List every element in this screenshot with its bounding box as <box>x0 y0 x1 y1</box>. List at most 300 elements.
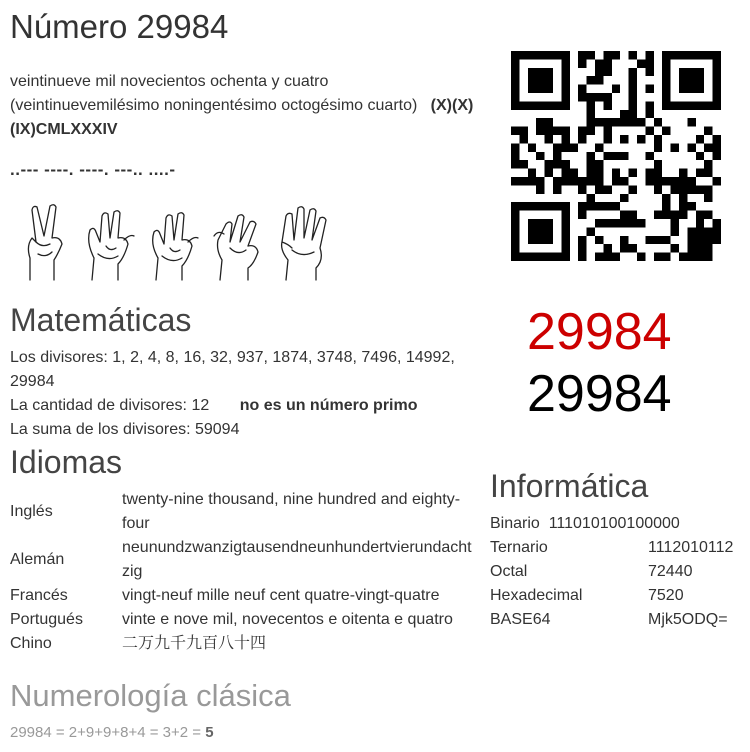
qr-module <box>511 59 519 67</box>
qr-module <box>595 93 603 101</box>
qr-module <box>696 244 704 252</box>
qr-module <box>545 135 553 143</box>
qr-module <box>679 211 687 219</box>
qr-module <box>553 127 561 135</box>
qr-module <box>662 253 670 261</box>
qr-module <box>561 202 569 210</box>
qr-module <box>687 76 695 84</box>
qr-module <box>713 143 721 151</box>
qr-module <box>528 253 536 261</box>
table-row <box>490 608 733 632</box>
qr-module <box>620 118 628 126</box>
qr-module <box>528 101 536 109</box>
qr-module <box>629 76 637 84</box>
qr-module <box>687 68 695 76</box>
qr-module <box>645 59 653 67</box>
qr-module <box>536 253 544 261</box>
qr-module <box>687 143 695 151</box>
qr-module <box>545 236 553 244</box>
qr-module <box>511 211 519 219</box>
qr-module <box>603 202 611 210</box>
qr-module <box>561 76 569 84</box>
table-row <box>490 584 733 608</box>
qr-module <box>595 160 603 168</box>
hand-sign-icon <box>89 211 134 280</box>
sign-language-hands <box>16 202 336 284</box>
qr-module <box>696 227 704 235</box>
qr-module <box>578 244 586 252</box>
qr-module <box>654 185 662 193</box>
qr-module <box>511 227 519 235</box>
qr-module <box>603 51 611 59</box>
qr-module <box>696 185 704 193</box>
qr-module <box>662 76 670 84</box>
qr-module <box>687 177 695 185</box>
qr-module <box>561 253 569 261</box>
qr-module <box>696 85 704 93</box>
number-in-words <box>10 70 480 142</box>
qr-module <box>578 93 586 101</box>
binary-label: Binario <box>490 515 540 532</box>
qr-module <box>713 227 721 235</box>
qr-module <box>570 177 578 185</box>
qr-module <box>536 101 544 109</box>
qr-module <box>578 135 586 143</box>
qr-module <box>612 152 620 160</box>
qr-module <box>637 59 645 67</box>
qr-module <box>545 85 553 93</box>
qr-module <box>536 127 544 135</box>
binary-value: 111010100100000 <box>548 515 680 532</box>
hand-sign-icon <box>214 215 258 280</box>
base-value: Mjk5ODQ= <box>648 611 728 628</box>
qr-module <box>612 177 620 185</box>
qr-code <box>511 51 721 261</box>
qr-module <box>511 177 519 185</box>
qr-module <box>620 244 628 252</box>
qr-module <box>595 76 603 84</box>
qr-module <box>704 194 712 202</box>
qr-module <box>536 76 544 84</box>
qr-module <box>511 85 519 93</box>
qr-module <box>629 85 637 93</box>
qr-module <box>679 76 687 84</box>
qr-module <box>561 68 569 76</box>
qr-module <box>612 219 620 227</box>
qr-module <box>545 227 553 235</box>
qr-module <box>679 68 687 76</box>
qr-module <box>570 169 578 177</box>
language-name: Inglés <box>10 503 53 520</box>
qr-module <box>587 152 595 160</box>
qr-module <box>671 185 679 193</box>
language-text: twenty-nine thousand, nine hundred and eighty-four <box>122 491 461 532</box>
qr-module <box>603 101 611 109</box>
qr-module <box>561 227 569 235</box>
divisor-count-line <box>10 394 480 418</box>
base-label: Hexadecimal <box>490 587 583 604</box>
qr-module <box>704 160 712 168</box>
qr-module <box>595 177 603 185</box>
qr-module <box>536 236 544 244</box>
qr-module <box>511 202 519 210</box>
qr-module <box>713 93 721 101</box>
qr-module <box>671 219 679 227</box>
qr-module <box>645 51 653 59</box>
qr-module <box>587 93 595 101</box>
qr-module <box>519 253 527 261</box>
qr-module <box>679 185 687 193</box>
qr-module <box>587 76 595 84</box>
qr-module <box>536 177 544 185</box>
qr-module <box>654 177 662 185</box>
qr-module <box>629 110 637 118</box>
qr-module <box>662 93 670 101</box>
qr-module <box>511 68 519 76</box>
qr-module <box>536 152 544 160</box>
qr-module <box>679 169 687 177</box>
qr-module <box>696 152 704 160</box>
qr-module <box>704 227 712 235</box>
qr-module <box>629 211 637 219</box>
divisor-count-label: La cantidad de divisores: <box>10 397 187 414</box>
qr-module <box>578 185 586 193</box>
qr-module <box>704 244 712 252</box>
qr-module <box>553 185 561 193</box>
qr-module <box>578 127 586 135</box>
qr-module <box>511 236 519 244</box>
qr-module <box>603 244 611 252</box>
qr-module <box>687 51 695 59</box>
qr-module <box>561 127 569 135</box>
qr-module <box>612 51 620 59</box>
qr-module <box>561 169 569 177</box>
qr-module <box>654 160 662 168</box>
language-name: Chino <box>10 635 52 652</box>
qr-module <box>587 110 595 118</box>
qr-module <box>662 68 670 76</box>
qr-module <box>595 118 603 126</box>
divisor-count-value: 12 <box>191 397 210 414</box>
languages-table <box>10 488 472 656</box>
qr-module <box>545 160 553 168</box>
qr-module <box>662 177 670 185</box>
qr-module <box>662 236 670 244</box>
qr-module <box>561 160 569 168</box>
qr-module <box>654 118 662 126</box>
qr-module <box>637 253 645 261</box>
qr-module <box>603 185 611 193</box>
qr-module <box>704 185 712 193</box>
qr-module <box>561 59 569 67</box>
qr-module <box>713 76 721 84</box>
qr-module <box>696 219 704 227</box>
qr-module <box>696 169 704 177</box>
qr-module <box>713 135 721 143</box>
qr-module <box>662 85 670 93</box>
qr-module <box>570 143 578 151</box>
table-row <box>10 488 472 536</box>
qr-module <box>603 135 611 143</box>
qr-module <box>687 236 695 244</box>
qr-module <box>536 51 544 59</box>
qr-module <box>637 219 645 227</box>
qr-module <box>603 68 611 76</box>
qr-module <box>687 101 695 109</box>
qr-module <box>645 236 653 244</box>
divisors-line <box>10 346 480 394</box>
qr-module <box>587 118 595 126</box>
divisor-sum-label: La suma de los divisores: <box>10 421 191 438</box>
qr-module <box>553 253 561 261</box>
big-number-red: 29984 <box>527 303 672 361</box>
qr-module <box>595 169 603 177</box>
base-value: 1112010112 <box>648 539 734 556</box>
qr-module <box>645 101 653 109</box>
qr-module <box>629 219 637 227</box>
qr-module <box>595 68 603 76</box>
qr-module <box>528 68 536 76</box>
qr-module <box>519 202 527 210</box>
qr-module <box>511 152 519 160</box>
qr-module <box>595 143 603 151</box>
numerology-result: 5 <box>205 724 214 741</box>
qr-module <box>528 76 536 84</box>
qr-module <box>519 160 527 168</box>
numerology-heading: Numerología clásica <box>10 678 291 713</box>
qr-module <box>553 101 561 109</box>
qr-module <box>528 219 536 227</box>
qr-module <box>595 253 603 261</box>
qr-module <box>687 227 695 235</box>
qr-module <box>704 236 712 244</box>
table-row <box>10 608 472 632</box>
qr-module <box>713 85 721 93</box>
qr-module <box>713 152 721 160</box>
hand-sign-icon <box>153 213 198 280</box>
qr-module <box>545 169 553 177</box>
qr-module <box>629 68 637 76</box>
divisors-value: 1, 2, 4, 8, 16, 32, 937, 1874, 3748, 7496, 14992, 29984 <box>10 349 455 390</box>
qr-module <box>578 202 586 210</box>
qr-module <box>620 110 628 118</box>
qr-module <box>511 219 519 227</box>
qr-module <box>662 211 670 219</box>
qr-module <box>620 211 628 219</box>
qr-module <box>511 143 519 151</box>
qr-module <box>713 219 721 227</box>
qr-module <box>578 85 586 93</box>
page-title: Número 29984 <box>10 8 229 45</box>
qr-module <box>662 59 670 67</box>
qr-module <box>704 127 712 135</box>
qr-module <box>704 253 712 261</box>
qr-module <box>713 101 721 109</box>
hand-sign-icon <box>28 205 62 280</box>
language-text: vinte e nove mil, novecentos e oitenta e quatro <box>122 611 453 628</box>
qr-module <box>713 68 721 76</box>
qr-module <box>620 135 628 143</box>
qr-module <box>654 143 662 151</box>
qr-module <box>662 127 670 135</box>
qr-module <box>595 236 603 244</box>
divisor-sum-value: 59094 <box>194 421 240 438</box>
qr-module <box>511 160 519 168</box>
qr-module <box>578 59 586 67</box>
qr-module <box>687 118 695 126</box>
qr-module <box>637 135 645 143</box>
qr-module <box>612 202 620 210</box>
qr-module <box>578 51 586 59</box>
qr-module <box>637 118 645 126</box>
qr-module <box>587 101 595 109</box>
qr-module <box>578 177 586 185</box>
qr-module <box>561 93 569 101</box>
qr-module <box>528 236 536 244</box>
qr-module <box>536 85 544 93</box>
qr-module <box>679 194 687 202</box>
qr-module <box>587 194 595 202</box>
qr-module <box>645 68 653 76</box>
qr-module <box>620 177 628 185</box>
qr-module <box>645 177 653 185</box>
qr-module <box>620 219 628 227</box>
qr-module <box>528 143 536 151</box>
divisors-label: Los divisores: <box>10 349 108 366</box>
qr-module <box>545 68 553 76</box>
qr-module <box>519 177 527 185</box>
hand-sign-icon <box>282 207 326 280</box>
qr-module <box>704 101 712 109</box>
math-heading: Matemáticas <box>10 302 192 338</box>
base-label: BASE64 <box>490 611 551 628</box>
qr-module <box>595 202 603 210</box>
qr-module <box>671 51 679 59</box>
qr-module <box>561 85 569 93</box>
qr-module <box>704 169 712 177</box>
qr-module <box>671 177 679 185</box>
qr-module <box>645 110 653 118</box>
qr-module <box>671 101 679 109</box>
qr-module <box>704 51 712 59</box>
qr-module <box>519 101 527 109</box>
qr-module <box>561 101 569 109</box>
qr-module <box>561 236 569 244</box>
qr-module <box>612 253 620 261</box>
qr-module <box>612 85 620 93</box>
qr-module <box>629 51 637 59</box>
qr-module <box>704 211 712 219</box>
qr-module <box>528 169 536 177</box>
qr-module <box>654 211 662 219</box>
qr-module <box>561 143 569 151</box>
base-label: Ternario <box>490 539 548 556</box>
language-name: Francés <box>10 587 68 604</box>
qr-module <box>595 59 603 67</box>
qr-module <box>545 253 553 261</box>
qr-module <box>545 127 553 135</box>
qr-module <box>629 101 637 109</box>
qr-module <box>578 211 586 219</box>
qr-module <box>629 169 637 177</box>
qr-module <box>528 227 536 235</box>
qr-module <box>536 118 544 126</box>
qr-module <box>696 236 704 244</box>
qr-module <box>696 76 704 84</box>
qr-module <box>561 177 569 185</box>
qr-module <box>519 127 527 135</box>
qr-module <box>561 219 569 227</box>
base-value: 72440 <box>648 563 693 580</box>
numerology-line <box>10 724 214 741</box>
qr-module <box>561 51 569 59</box>
base-label: Octal <box>490 563 528 580</box>
qr-module <box>612 118 620 126</box>
qr-module <box>629 118 637 126</box>
qr-module <box>679 253 687 261</box>
qr-module <box>595 219 603 227</box>
language-text: vingt-neuf mille neuf cent quatre-vingt-quatre <box>122 587 440 604</box>
informatics-table <box>490 512 733 632</box>
qr-module <box>629 244 637 252</box>
language-text: neunundzwanzigtausendneunhundertvierundachtzig <box>122 539 472 580</box>
qr-module <box>553 177 561 185</box>
big-number-black: 29984 <box>527 365 672 423</box>
base-value: 7520 <box>648 587 684 604</box>
qr-module <box>645 169 653 177</box>
qr-module <box>629 185 637 193</box>
qr-module <box>603 118 611 126</box>
qr-module <box>645 85 653 93</box>
qr-module <box>704 143 712 151</box>
qr-module <box>545 51 553 59</box>
qr-module <box>545 101 553 109</box>
qr-module <box>620 152 628 160</box>
qr-module <box>578 253 586 261</box>
qr-module <box>612 169 620 177</box>
qr-module <box>528 177 536 185</box>
qr-module <box>553 202 561 210</box>
spanish-words: veintinueve mil novecientos ochenta y cuatro <box>10 73 329 90</box>
qr-module <box>553 160 561 168</box>
qr-module <box>519 51 527 59</box>
qr-module <box>713 177 721 185</box>
qr-module <box>528 51 536 59</box>
qr-module <box>536 68 544 76</box>
qr-module <box>603 93 611 101</box>
informatics-heading: Informática <box>490 468 649 504</box>
qr-module <box>679 85 687 93</box>
qr-module <box>587 160 595 168</box>
qr-module <box>671 244 679 252</box>
qr-module <box>511 101 519 109</box>
qr-module <box>662 51 670 59</box>
qr-module <box>536 227 544 235</box>
binary-row <box>490 512 733 536</box>
qr-module <box>662 202 670 210</box>
qr-module <box>561 135 569 143</box>
qr-module <box>511 51 519 59</box>
table-row <box>490 560 733 584</box>
qr-module <box>528 85 536 93</box>
qr-module <box>578 236 586 244</box>
qr-module <box>654 135 662 143</box>
qr-module <box>696 253 704 261</box>
divisor-sum-line <box>10 418 480 442</box>
qr-module <box>620 194 628 202</box>
qr-module <box>662 194 670 202</box>
qr-module <box>696 51 704 59</box>
